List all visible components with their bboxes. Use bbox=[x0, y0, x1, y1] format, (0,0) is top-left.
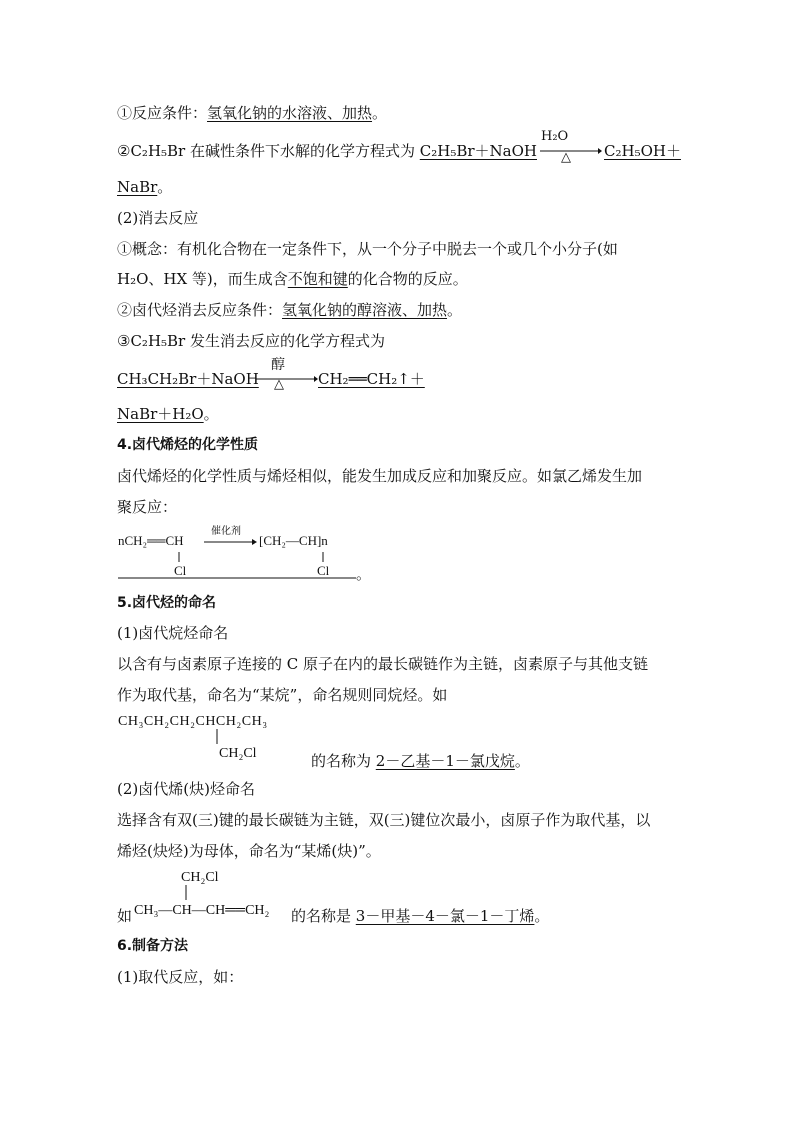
example1-name-line: 的名称为 2－乙基－1－氯戊烷。 bbox=[311, 752, 530, 770]
elimination-equation-intro: ③C₂H₅Br 发生消去反应的化学方程式为 bbox=[117, 332, 385, 350]
example2-name-line: 的名称是 3－甲基－4－氯－1－丁烯。 bbox=[291, 907, 550, 925]
example1-main-chain: CH₃CH₂CH₂CHCH₂CH₃ bbox=[118, 714, 268, 729]
elimination-equation-lhs: CH₃CH₂Br＋NaOH bbox=[117, 370, 259, 388]
reaction-condition-line: ①反应条件：氢氧化钠的水溶液、加热。 bbox=[117, 104, 388, 122]
haloalkene-properties-line2: 聚反应： bbox=[117, 498, 178, 516]
alkene-naming-rule-line1: 选择含有双(三)键的最长碳链为主链，双(三)键位次最小，卤原子作为取代基，以 bbox=[117, 811, 651, 829]
answer-example1-name: 2－乙基－1－氯戊烷 bbox=[375, 752, 515, 770]
bond-line bbox=[183, 885, 189, 901]
arrow-condition-alcohol: 醇 bbox=[271, 357, 285, 373]
elimination-equation-rhs-continued: NaBr＋H₂O。 bbox=[117, 405, 219, 423]
equation-lhs: C₂H₅Br＋NaOH bbox=[419, 142, 537, 160]
elimination-condition-line: ②卤代烃消去反应条件：氢氧化钠的醇溶液、加热。 bbox=[117, 301, 463, 319]
section-elimination-heading: (2)消去反应 bbox=[117, 209, 199, 227]
elimination-concept-line1: ①概念：有机化合物在一定条件下，从一个分子中脱去一个或几个小分子(如 bbox=[117, 240, 618, 258]
elimination-equation-rhs: CH₂══CH₂↑＋ bbox=[318, 370, 425, 388]
example2-branch: CH₂Cl bbox=[181, 870, 219, 885]
heading-haloalkene-properties: 4.卤代烯烃的化学性质 bbox=[117, 437, 259, 453]
example1-branch: CH₂Cl bbox=[219, 746, 257, 761]
equation-rhs-continued: NaBr。 bbox=[117, 178, 173, 196]
heading-preparation: 6.制备方法 bbox=[117, 938, 189, 954]
equation-rhs: C₂H₅OH＋ bbox=[604, 142, 681, 160]
alkane-naming-rule-line1: 以含有与卤素原子连接的 C 原子在内的最长碳链作为主链，卤素原子与其他支链 bbox=[117, 655, 649, 673]
elimination-concept-line2: H₂O、HX 等)，而生成含不饱和键的化合物的反应。 bbox=[117, 270, 468, 288]
reaction-arrow-icon bbox=[256, 374, 318, 388]
hydrolysis-equation-line: ②C₂H₅Br 在碱性条件下水解的化学方程式为 C₂H₅Br＋NaOH bbox=[117, 142, 537, 160]
example2-main-chain: CH₃—CH—CH══CH₂ bbox=[134, 903, 270, 918]
arrow-condition-heat: △ bbox=[274, 377, 284, 392]
answer-unsaturated-bond: 不饱和键 bbox=[287, 270, 348, 288]
answer-hydrolysis-condition: 氢氧化钠的水溶液、加热 bbox=[207, 104, 373, 122]
catalyst-label: 催化剂 bbox=[211, 526, 241, 537]
chlorine-substituent: Cl bbox=[174, 563, 187, 578]
alkene-naming-rule-line2: 烯烃(炔烃)为母体，命名为“某烯(炔)”。 bbox=[117, 842, 381, 860]
alkane-naming-rule-line2: 作为取代基，命名为“某烷”，命名规则同烷烃。如 bbox=[117, 686, 448, 704]
arrow-condition-bottom: △ bbox=[561, 150, 571, 165]
reaction-arrow-icon bbox=[540, 146, 602, 160]
bond-line bbox=[214, 729, 220, 745]
subheading-alkene-naming: (2)卤代烯(炔)烃命名 bbox=[117, 780, 255, 798]
subheading-substitution: (1)取代反应，如： bbox=[117, 968, 244, 986]
polymerization-structure bbox=[118, 530, 368, 580]
haloalkene-properties-line1: 卤代烯烃的化学性质与烯烃相似，能发生加成反应和加聚反应。如氯乙烯发生加 bbox=[117, 467, 643, 485]
polymer-chlorine-substituent: Cl bbox=[317, 563, 330, 578]
arrow-condition-top: H₂O bbox=[541, 129, 569, 144]
answer-elimination-condition: 氢氧化钠的醇溶液、加热 bbox=[282, 301, 448, 319]
heading-haloalkane-naming: 5.卤代烃的命名 bbox=[117, 595, 217, 611]
subheading-alkane-naming: (1)卤代烷烃命名 bbox=[117, 624, 229, 642]
polyvinyl-chloride-formula: [CH₂—CH]n bbox=[259, 533, 328, 548]
example2-lead: 如 bbox=[117, 907, 133, 925]
vinyl-chloride-formula: nCH₂══CH bbox=[118, 533, 184, 548]
answer-example2-name: 3－甲基－4－氯－1－丁烯 bbox=[355, 907, 535, 925]
period: 。 bbox=[356, 565, 372, 583]
